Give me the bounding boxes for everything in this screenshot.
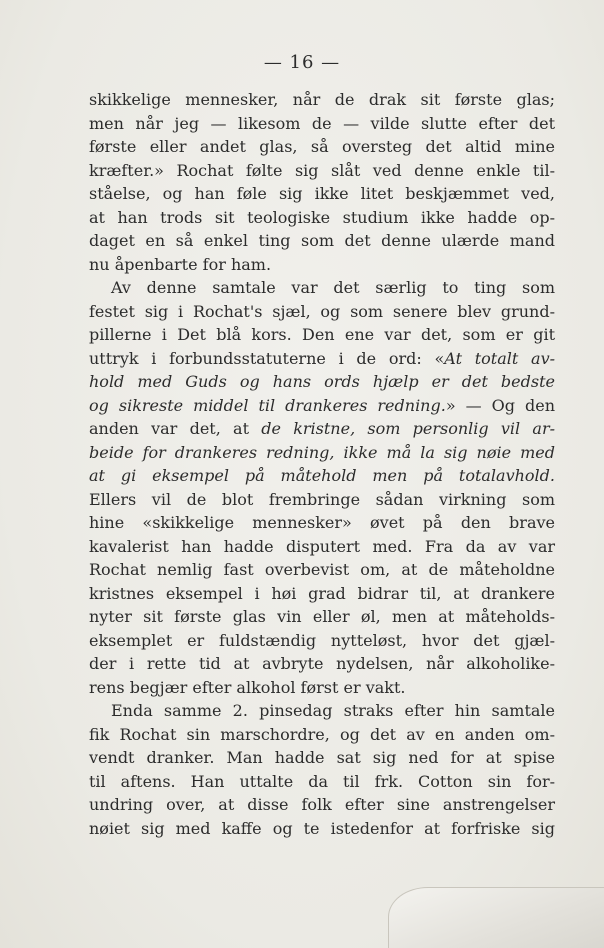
text-run: Enda samme 2. pinsedag straks efter hin samtale <box>111 701 555 720</box>
text-run: anden var det, at <box>89 419 262 438</box>
text-line <box>89 229 555 253</box>
text-line <box>89 699 555 723</box>
text-line <box>89 746 555 770</box>
text-run: Av denne samtale var det særlig to ting som <box>111 278 555 297</box>
text-run: » — Og den <box>445 395 556 415</box>
text-line <box>89 159 555 183</box>
text-run: kræfter.» Rochat følte sig slåt ved denne enkle til- <box>89 160 555 180</box>
text-line <box>89 652 555 676</box>
text-run: daget en så enkel ting som det denne ulærde mand <box>89 231 555 250</box>
text-run: festet sig i Rochat's sjæl, og som senere blev grund- <box>89 301 555 321</box>
text-line <box>89 817 555 841</box>
text-line <box>89 723 555 747</box>
text-line <box>89 347 555 371</box>
italic-text: og sikreste middel til drankeres redning. <box>89 395 446 415</box>
text-run: til aftens. Han uttalte da til frk. Cotton sin for- <box>89 771 555 791</box>
text-run: nyter sit første glas vin eller øl, men at måteholds- <box>89 607 555 626</box>
text-run: men når jeg — likesom de — vilde slutte efter det <box>89 113 555 133</box>
text-run: Rochat nemlig fast overbevist om, at de måteholdne <box>89 560 555 579</box>
text-line <box>89 276 555 300</box>
text-line <box>89 394 555 418</box>
text-run: fik Rochat sin marschordre, og det av en anden om- <box>89 724 555 744</box>
text-run: kavalerist han hadde disputert med. Fra da av var <box>89 536 555 556</box>
text-run: rens begjær efter alkohol først er vakt. <box>89 677 406 697</box>
text-line <box>89 464 555 488</box>
text-line <box>89 535 555 559</box>
text-line <box>89 511 555 535</box>
text-line <box>89 558 555 582</box>
text-line <box>89 370 555 394</box>
text-line <box>89 770 555 794</box>
text-line <box>89 582 555 606</box>
text-line <box>89 253 555 277</box>
text-run: at han trods sit teologiske studium ikke hadde op- <box>89 207 555 227</box>
text-line <box>89 135 555 159</box>
italic-text: beide for drankeres redning, ikke må la sig nøie med <box>89 442 555 462</box>
text-run: uttryk i forbundsstatuterne i de ord: « <box>89 348 445 368</box>
italic-text: de kristne, som personlig vil ar- <box>261 419 555 438</box>
text-line <box>89 300 555 324</box>
text-line <box>89 206 555 230</box>
text-line <box>89 605 555 629</box>
italic-text: At totalt av- <box>444 348 556 368</box>
italic-text: hold med Guds og hans ords hjælp er det bedste <box>89 372 555 391</box>
text-run: nu åpenbarte for ham. <box>89 254 272 274</box>
text-run: kristnes eksempel i høi grad bidrar til, at drankere <box>89 583 555 603</box>
text-run: pillerne i Det blå kors. Den ene var det, som er git <box>89 325 555 344</box>
text-line <box>89 112 555 136</box>
text-run: skikkelige mennesker, når de drak sit første glas; <box>89 90 555 109</box>
text-run: Ellers vil de blot frembringe sådan virkning som <box>89 489 555 509</box>
body-text <box>89 88 555 840</box>
text-run: hine «skikkelige mennesker» øvet på den brave <box>89 513 555 532</box>
page-corner-curl <box>388 887 604 948</box>
text-run: første eller andet glas, så oversteg det altid mine <box>89 137 555 156</box>
text-line <box>89 417 555 441</box>
text-run: eksemplet er fuldstændig nytteløst, hvor det gjæl- <box>89 630 555 650</box>
text-line <box>89 323 555 347</box>
text-line <box>89 88 555 112</box>
text-line <box>89 488 555 512</box>
italic-text: at gi eksempel på måtehold men på totalavhold. <box>89 466 555 485</box>
text-run: undring over, at disse folk efter sine anstrengelser <box>89 795 555 814</box>
text-run: der i rette tid at avbryte nydelsen, når alkoholike- <box>89 654 555 673</box>
text-run: nøiet sig med kaffe og te istedenfor at forfriske sig <box>89 818 555 838</box>
text-run: vendt dranker. Man hadde sat sig ned for at spise <box>89 748 555 767</box>
text-line <box>89 441 555 465</box>
text-line <box>89 182 555 206</box>
text-run: ståelse, og han føle sig ikke litet beskjæmmet ved, <box>89 184 555 203</box>
text-line <box>89 793 555 817</box>
text-line <box>89 676 555 700</box>
page-number: — 16 — <box>263 52 341 73</box>
text-line <box>89 629 555 653</box>
